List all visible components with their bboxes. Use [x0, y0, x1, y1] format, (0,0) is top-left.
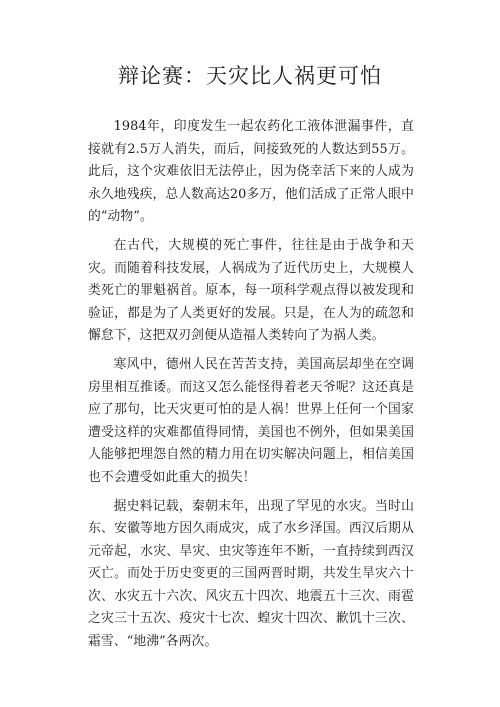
paragraph-1: 1984年，印度发生一起农药化工液体泄漏事件，直接就有2.5万人消失，而后，间接致死的人数达到55万。此后，这个灾难依旧无法停止，因为侥幸活下来的人成为永久地残疾，总人数高达20多万，他们活成了正常人眼中的“动物”。	[88, 119, 415, 225]
paragraph-4: 据史料记载，秦朝末年，出现了罕见的水灾。当时山东、安徽等地方因久雨成灾，成了水乡泽国。西汉后期从元帝起，水灾、旱灾、虫灾等连年不断，一直持续到西汉灭亡。而处于历史变更的三国两晋时期，共发生旱灾六十次、水灾五十六次、风灾五十四次、地震五十三次、雨雹之灾三十五次、疫灾十七次、蝗灾十四次、歉饥十三次、霜雪、“地沸”各两次。	[88, 498, 414, 650]
document-title: 辩论赛：天灾比人祸更可怕	[118, 64, 382, 88]
paragraph-2: 在古代，大规模的死亡事件，往往是由于战争和天灾。而随着科技发展，人祸成为了近代历史上，大规模人类死亡的罪魁祸首。原本，每一项科学观点得以被发现和验证，都是为了人类更好的发展。只是，在人为的疏忽和懈怠下，这把双刃剑便从造福人类转向了为祸人类。	[88, 237, 414, 344]
document-body	[88, 116, 414, 660]
paragraph-3: 寒风中，德州人民在苦苦支持，美国高层却坐在空调房里相互推诿。而这又怎么能怪得着老天爷呢？这还真是应了那句，比天灾更可怕的是人祸！世界上任何一个国家遭受这样的灾难都值得同情，美国也不例外，但如果美国人能够把埋怨自然的精力用在切实解决问题上，相信美国也不会遭受如此重大的损失！	[88, 356, 414, 485]
